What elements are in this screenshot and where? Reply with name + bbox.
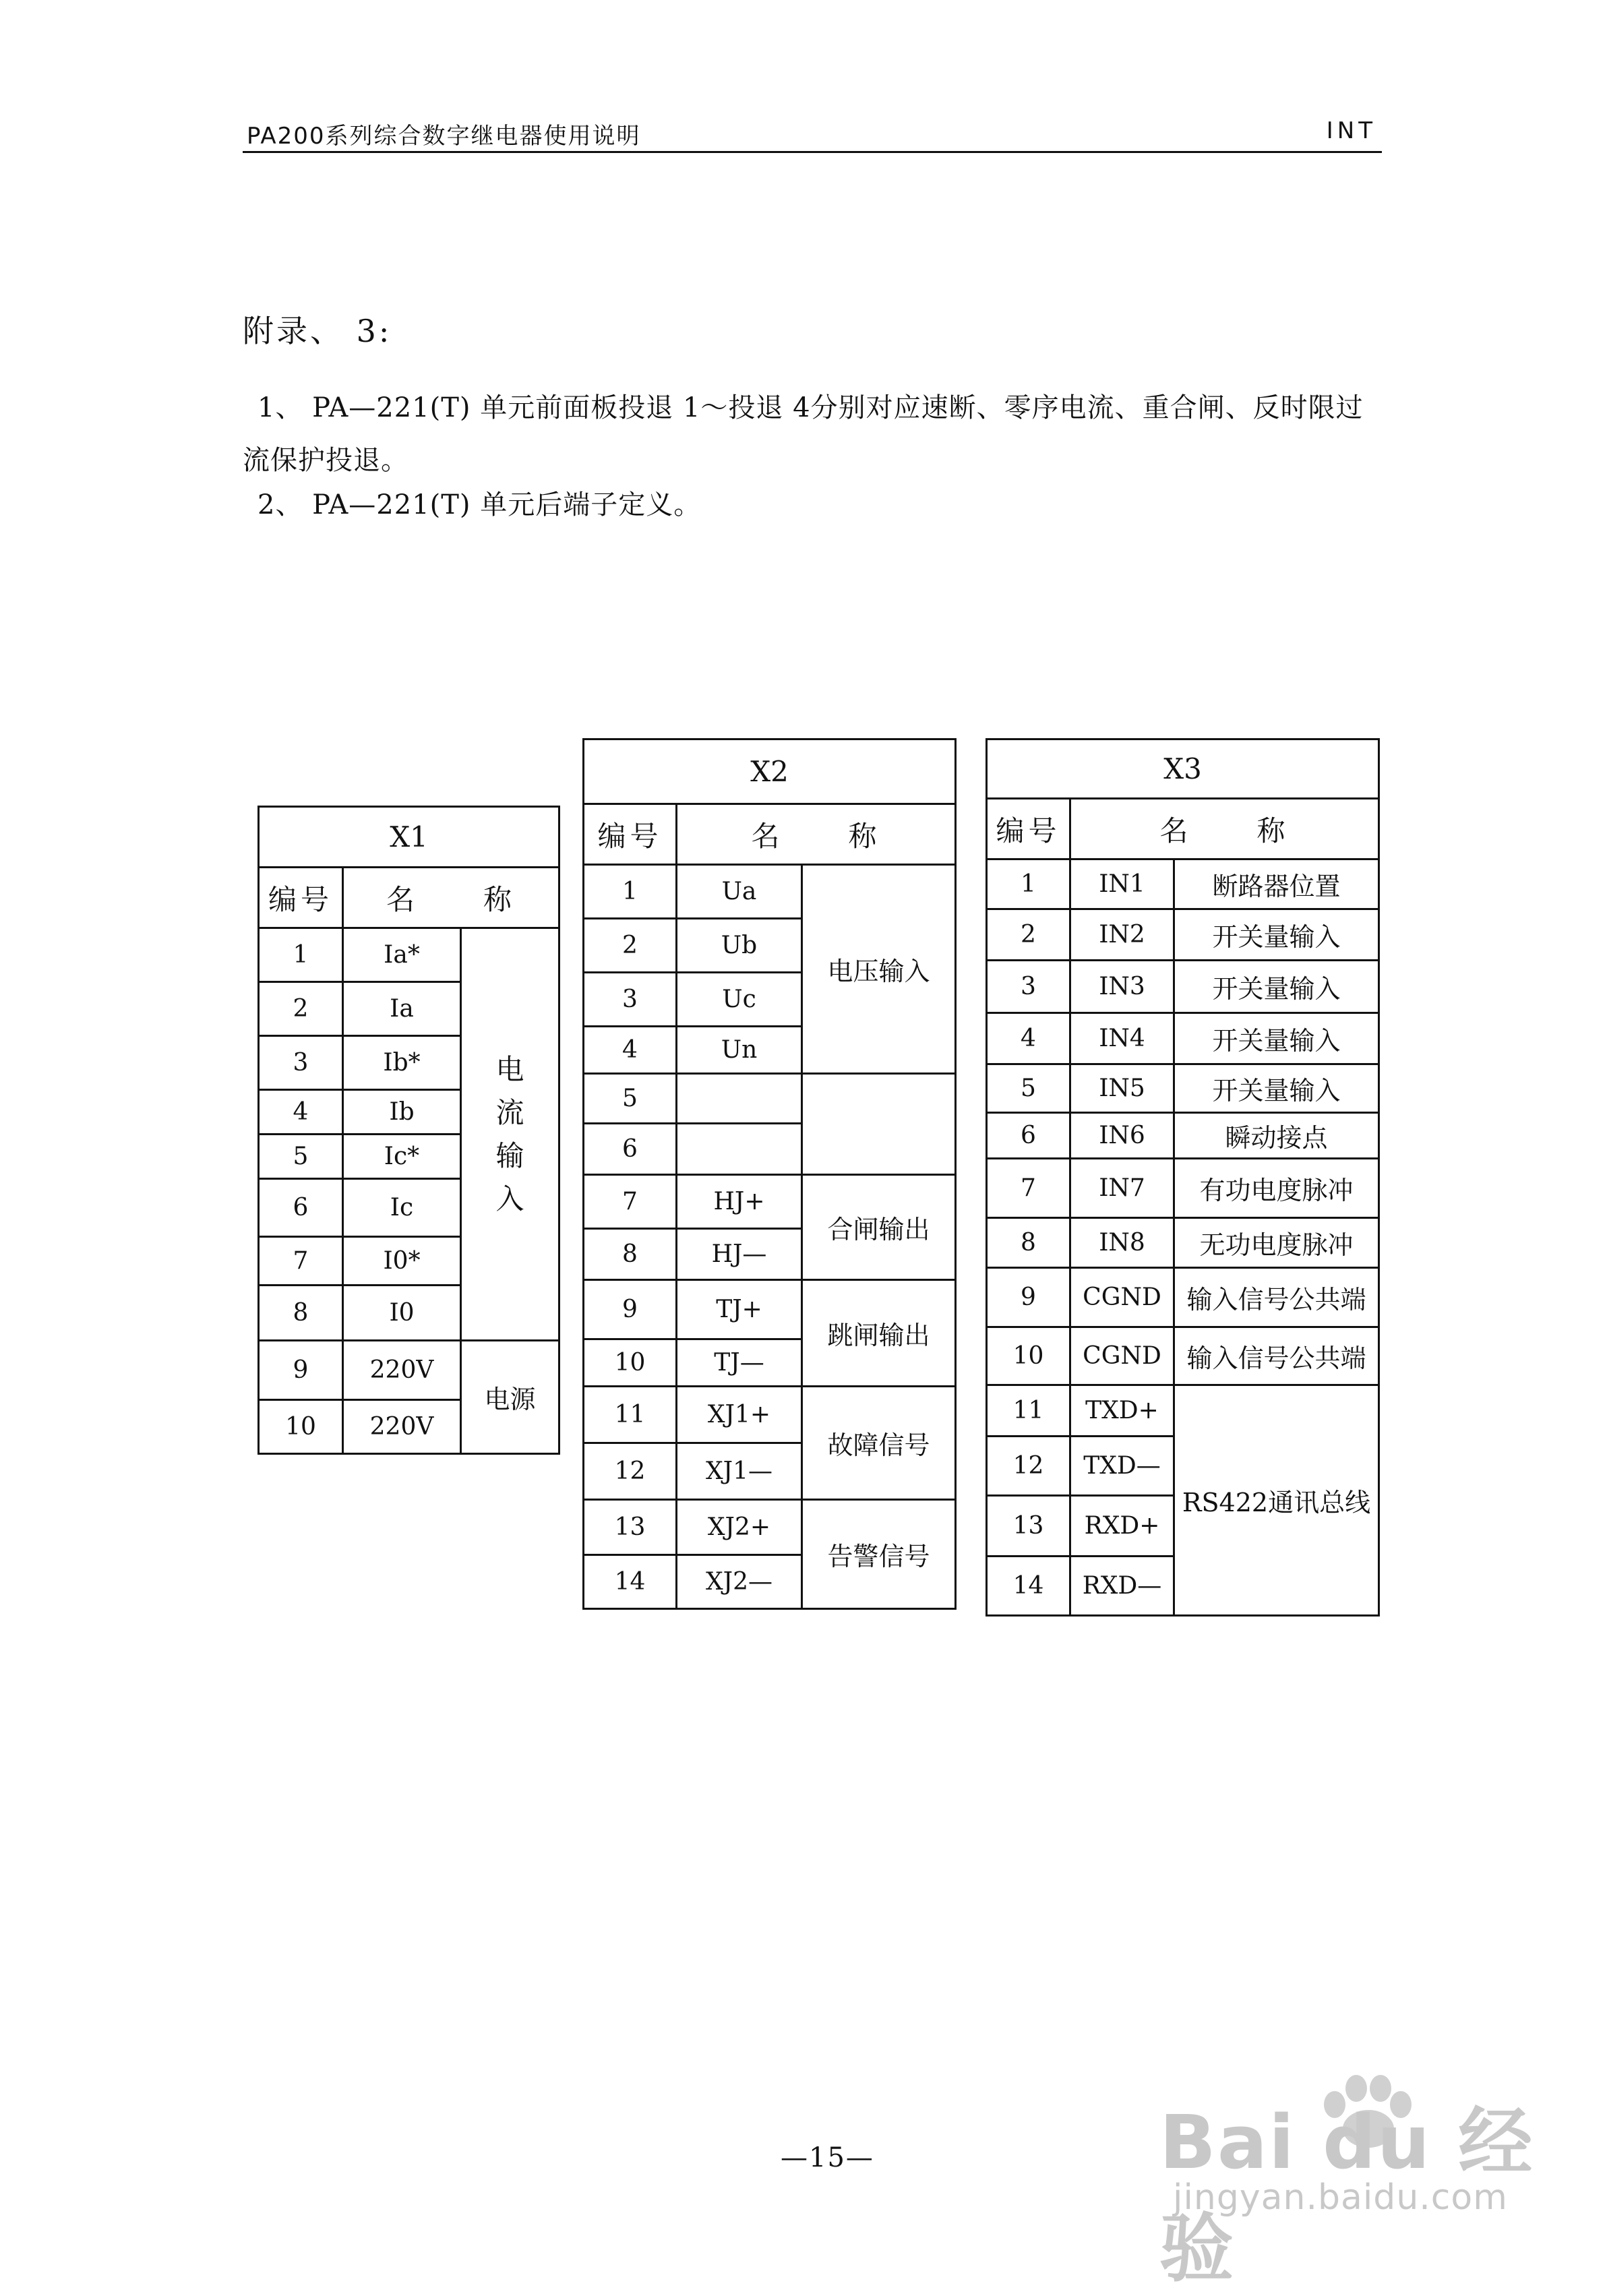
x1-row-no: 9: [259, 1341, 343, 1400]
x3-row-no: 9: [987, 1268, 1070, 1327]
x3-row-no: 11: [987, 1385, 1070, 1437]
x2-row-signal: [677, 1074, 802, 1124]
x1-row-signal: Ic: [343, 1179, 461, 1237]
x1-row-no: 8: [259, 1286, 343, 1341]
watermark-url: jingyan.baidu.com: [1173, 2177, 1508, 2218]
x1-row-signal: 220V: [343, 1341, 461, 1400]
baidu-watermark: [1146, 2070, 1550, 2292]
x2-row-no: 2: [584, 919, 677, 973]
x2-row-signal: Uc: [677, 973, 802, 1027]
x1-terminal-table: [257, 806, 560, 1455]
x2-row-no: 10: [584, 1339, 677, 1387]
x3-row-desc: 有功电度脉冲: [1174, 1159, 1379, 1218]
x3-row-no: 3: [987, 961, 1070, 1013]
x3-row-no: 10: [987, 1327, 1070, 1385]
x1-row-signal: Ia: [343, 982, 461, 1036]
x3-row-no: 6: [987, 1113, 1070, 1159]
x2-row-signal: TJ—: [677, 1339, 802, 1387]
x2-row-no: 7: [584, 1175, 677, 1229]
x2-row-no: 11: [584, 1387, 677, 1443]
header-tag: INT: [1326, 117, 1376, 144]
x3-row-no: 2: [987, 909, 1070, 961]
x1-col-name: 名 称: [343, 868, 559, 928]
x3-row-signal: RXD—: [1070, 1557, 1174, 1616]
x1-group-power: 电源: [461, 1341, 559, 1454]
x3-terminal-table: [986, 738, 1380, 1617]
x3-row-no: 1: [987, 859, 1070, 909]
page-header: [243, 112, 1382, 153]
x3-row-no: 4: [987, 1013, 1070, 1064]
x1-row-signal: 220V: [343, 1400, 461, 1454]
x3-col-name: 名 称: [1070, 799, 1379, 859]
x2-row-no: 14: [584, 1555, 677, 1609]
x2-row-no: 12: [584, 1443, 677, 1500]
x2-group-trip: 跳闸输出: [802, 1280, 956, 1387]
x3-row-desc: 开关量输入: [1174, 1064, 1379, 1113]
x3-row-signal: IN8: [1070, 1218, 1174, 1268]
x2-row-no: 4: [584, 1027, 677, 1074]
x3-row-signal: IN6: [1070, 1113, 1174, 1159]
x2-row-signal: XJ2—: [677, 1555, 802, 1609]
x2-row-signal: HJ—: [677, 1229, 802, 1280]
x3-row-signal: IN1: [1070, 859, 1174, 909]
x1-row-no: 6: [259, 1179, 343, 1237]
x2-row-no: 1: [584, 865, 677, 919]
x3-col-no: 编号: [987, 799, 1070, 859]
x3-row-signal: TXD+: [1070, 1385, 1174, 1437]
x3-row-no: 13: [987, 1496, 1070, 1557]
x3-row-signal: IN2: [1070, 909, 1174, 961]
x3-row-no: 14: [987, 1557, 1070, 1616]
x3-row-desc: 输入信号公共端: [1174, 1268, 1379, 1327]
x2-title: X2: [584, 739, 956, 804]
x1-row-signal: Ic*: [343, 1135, 461, 1179]
x2-col-name: 名 称: [677, 804, 956, 865]
x2-row-signal: Ua: [677, 865, 802, 919]
x3-row-desc: 无功电度脉冲: [1174, 1218, 1379, 1268]
x2-row-no: 5: [584, 1074, 677, 1124]
x3-row-desc: 输入信号公共端: [1174, 1327, 1379, 1385]
x2-group-fault: 故障信号: [802, 1387, 956, 1500]
x3-row-no: 7: [987, 1159, 1070, 1218]
x2-row-no: 8: [584, 1229, 677, 1280]
x2-row-signal: HJ+: [677, 1175, 802, 1229]
appendix-title: 附录、 3:: [243, 313, 392, 349]
x3-row-no: 8: [987, 1218, 1070, 1268]
x3-row-signal: IN5: [1070, 1064, 1174, 1113]
x2-row-no: 6: [584, 1124, 677, 1175]
x2-group-voltage: 电压输入: [802, 865, 956, 1074]
x2-row-signal: Un: [677, 1027, 802, 1074]
x2-row-signal: [677, 1124, 802, 1175]
x1-row-signal: I0*: [343, 1237, 461, 1286]
x3-row-signal: CGND: [1070, 1268, 1174, 1327]
x1-row-no: 4: [259, 1090, 343, 1135]
x2-row-signal: TJ+: [677, 1280, 802, 1339]
x1-title: X1: [259, 807, 559, 868]
x3-row-signal: IN7: [1070, 1159, 1174, 1218]
x2-group-close: 合闸输出: [802, 1175, 956, 1280]
x1-row-no: 3: [259, 1036, 343, 1090]
paragraph-1: 1、 PA—221(T) 单元前面板投退 1～投退 4分别对应速断、零序电流、重合闸、反时限过流保护投退。: [243, 392, 1364, 476]
x2-col-no: 编号: [584, 804, 677, 865]
x1-row-no: 10: [259, 1400, 343, 1454]
x3-row-desc: 开关量输入: [1174, 909, 1379, 961]
x1-group-current-label: 电流输入: [495, 1052, 524, 1215]
x2-group-alarm: 告警信号: [802, 1500, 956, 1609]
watermark-logo: Bai du 经验: [1159, 2099, 1534, 2292]
x2-group-empty: [802, 1074, 956, 1175]
x3-title: X3: [987, 739, 1379, 799]
x1-row-signal: Ib*: [343, 1036, 461, 1090]
x3-row-signal: IN3: [1070, 961, 1174, 1013]
x2-row-signal: XJ1—: [677, 1443, 802, 1500]
x3-row-signal: CGND: [1070, 1327, 1174, 1385]
x1-row-no: 2: [259, 982, 343, 1036]
x1-row-no: 1: [259, 928, 343, 982]
x2-row-signal: XJ2+: [677, 1500, 802, 1555]
x1-row-signal: I0: [343, 1286, 461, 1341]
x3-group-rs422: RS422通讯总线: [1174, 1385, 1379, 1616]
x1-row-no: 5: [259, 1135, 343, 1179]
x1-row-signal: Ia*: [343, 928, 461, 982]
x2-row-signal: XJ1+: [677, 1387, 802, 1443]
x3-row-signal: TXD—: [1070, 1437, 1174, 1496]
x2-row-signal: Ub: [677, 919, 802, 973]
x3-row-no: 12: [987, 1437, 1070, 1496]
x2-row-no: 13: [584, 1500, 677, 1555]
x3-row-desc: 开关量输入: [1174, 961, 1379, 1013]
x3-row-desc: 开关量输入: [1174, 1013, 1379, 1064]
x2-terminal-table: [582, 738, 957, 1610]
x3-row-desc: 断路器位置: [1174, 859, 1379, 909]
x3-row-no: 5: [987, 1064, 1070, 1113]
x1-row-signal: Ib: [343, 1090, 461, 1135]
x1-group-current: [461, 928, 559, 1341]
x1-col-no: 编号: [259, 868, 343, 928]
header-title: PA200系列综合数字继电器使用说明: [247, 123, 641, 150]
x2-row-no: 3: [584, 973, 677, 1027]
x3-row-desc: 瞬动接点: [1174, 1113, 1379, 1159]
x1-row-no: 7: [259, 1237, 343, 1286]
paragraph-2: 2、 PA—221(T) 单元后端子定义。: [257, 489, 702, 520]
x3-row-signal: IN4: [1070, 1013, 1174, 1064]
x3-row-signal: RXD+: [1070, 1496, 1174, 1557]
page-number: —15—: [781, 2142, 874, 2173]
x2-row-no: 9: [584, 1280, 677, 1339]
